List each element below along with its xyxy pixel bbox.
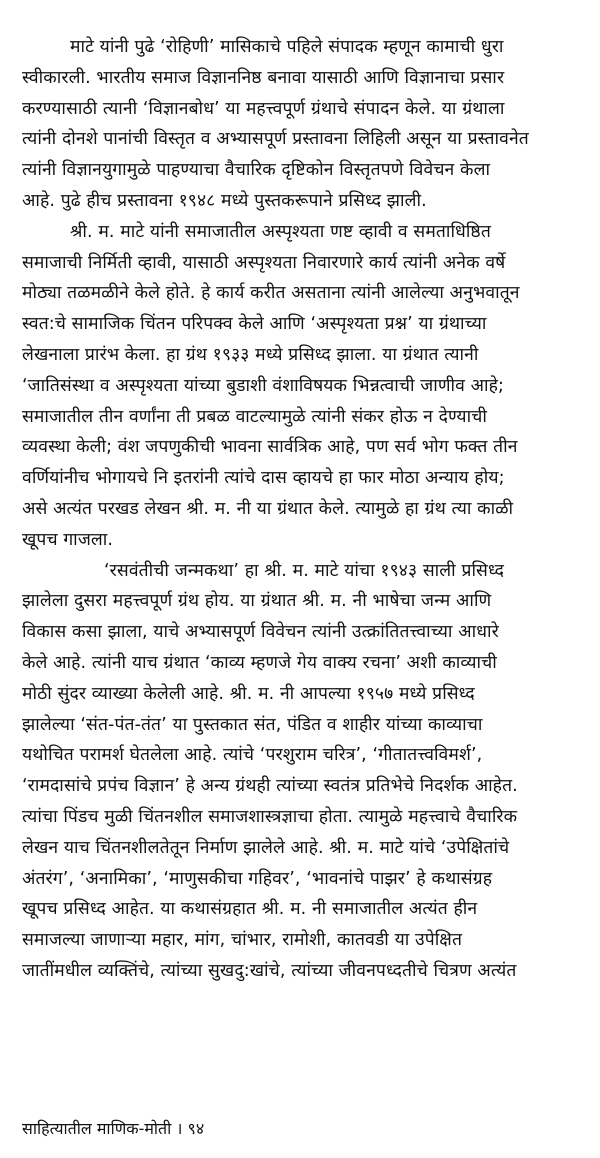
text-line: केले आहे. त्यांनी याच ग्रंथात ‘काव्य म्हणजे गेय वाक्य रचना’ अशी काव्याची [22, 653, 497, 673]
text-line: त्यांनी विज्ञानयुगामुळे पाहण्याचा वैचारिक दृष्टिकोन विस्तृतपणे विवेचन केला [22, 160, 491, 181]
text-line: खूपच प्रसिध्द आहेत. या कथासंग्रहात श्री. म. नी समाजातील अत्यंत हीन [22, 899, 478, 920]
text-line: ‘रामदासांचे प्रपंच विज्ञान’ हे अन्य ग्रंथही त्यांच्या स्वतंत्र प्रतिभेचे निदर्शक आहेत. [22, 776, 518, 797]
text-line: असे अत्यंत परखड लेखन श्री. म. नी या ग्रंथात केले. त्यामुळे हा ग्रंथ त्या काळी [22, 499, 514, 519]
text-line: लेखन याच चिंतनशीलतेतून निर्माण झालेले आहे. श्री. म. माटे यांचे ‘उपेक्षितांचे [22, 837, 510, 858]
text-line: माटे यांनी पुढे ‘रोहिणी’ मासिकाचे पहिले संपादक म्हणून कामाची धुरा [70, 37, 504, 57]
text-line: मोठ्या तळमळीने केले होते. हे कार्य करीत असताना त्यांनी आलेल्या अनुभवातून [22, 283, 520, 304]
page-footer: साहित्यातील माणिक-मोती । ९४ [22, 1119, 205, 1138]
text-line: अंतरंग’, ‘अनामिका’, ‘माणुसकीचा गहिवर’, ‘भावनांचे पाझर’ हे कथासंग्रह [22, 868, 493, 889]
text-line: झालेला दुसरा महत्त्वपूर्ण ग्रंथ होय. या ग्रंथात श्री. म. नी भाषेचा जन्म आणि [22, 591, 492, 612]
text-line: यथोचित परामर्श घेतलेला आहे. त्यांचे ‘परशुराम चरित्र’, ‘गीतातत्त्वविमर्श’, [22, 745, 483, 766]
text-line: वर्णियांनीच भोगायचे नि इतरांनी त्यांचे दास व्हायचे हा फार मोठा अन्याय होय; [22, 468, 505, 489]
text-line: व्यवस्था केली; वंश जपणुकीची भावना सार्वत्रिक आहे, पण सर्व भोग फक्त तीन [22, 437, 518, 458]
text-line: स्वीकारली. भारतीय समाज विज्ञाननिष्ठ बनावा यासाठी आणि विज्ञानाचा प्रसार [22, 67, 505, 88]
text-line: स्वत:चे सामाजिक चिंतन परिपक्व केले आणि ‘अस्पृश्यता प्रश्न’ या ग्रंथाच्या [22, 314, 487, 335]
text-line: त्यांनी दोनशे पानांची विस्तृत व अभ्यासपूर्ण प्रस्तावना लिहिली असून या प्रस्तावनेत [22, 129, 529, 150]
text-line: मोठी सुंदर व्याख्या केलेली आहे. श्री. म. नी आपल्या १९५७ मध्ये प्रसिध्द [22, 683, 475, 704]
text-line: करण्यासाठी त्यानी ‘विज्ञानबोध’ या महत्त्वपूर्ण ग्रंथाचे संपादन केले. या ग्रंथाला [22, 98, 505, 119]
text-line: झालेल्या ‘संत-पंत-तंत’ या पुस्तकात संत, पंडित व शाहीर यांच्या काव्याचा [22, 714, 483, 735]
text-line: ‘जातिसंस्था व अस्पृश्यता यांच्या बुडाशी वंशाविषयक भिन्नत्वाची जाणीव आहे; [22, 375, 505, 396]
text-line: जातींमधील व्यक्तिंचे, त्यांच्या सुखदु:खांचे, त्यांच्या जीवनपध्दतीचे चित्रण अत्यंत [22, 961, 517, 981]
text-line: ‘रसवंतीची जन्मकथा’ हा श्री. म. माटे यांचा १९४३ साली प्रसिध्द [104, 560, 505, 581]
text-line: समाजाची निर्मिती व्हावी, यासाठी अस्पृश्यता निवारणारे कार्य त्यांनी अनेक वर्षे [22, 252, 506, 273]
text-line: खूपच गाजला. [22, 529, 114, 550]
text-line: समाजल्या जाणाऱ्या महार, मांग, चांभार, रामोशी, कातवडी या उपेक्षित [22, 930, 463, 951]
text-line: समाजातील तीन वर्णांना ती प्रबळ वाटल्यामुळे त्यांनी संकर होऊ न देण्याची [22, 406, 487, 427]
text-line: लेखनाला प्रारंभ केला. हा ग्रंथ १९३३ मध्ये प्रसिध्द झाला. या ग्रंथात त्यानी [22, 345, 479, 365]
text-line: त्यांचा पिंडच मुळी चिंतनशील समाजशास्त्रज्ञाचा होता. त्यामुळे महत्त्वाचे वैचारिक [22, 807, 518, 827]
text-line: श्री. म. माटे यांनी समाजातील अस्पृश्यता णष्ट व्हावी व समताधिष्ठित [70, 221, 491, 242]
text-line: आहे. पुढे हीच प्रस्तावना १९४८ मध्ये पुस्तकरूपाने प्रसिध्द झाली. [22, 191, 427, 211]
text-line: विकास कसा झाला, याचे अभ्यासपूर्ण विवेचन त्यांनी उत्क्रांतितत्त्वाच्या आधारे [22, 622, 499, 643]
